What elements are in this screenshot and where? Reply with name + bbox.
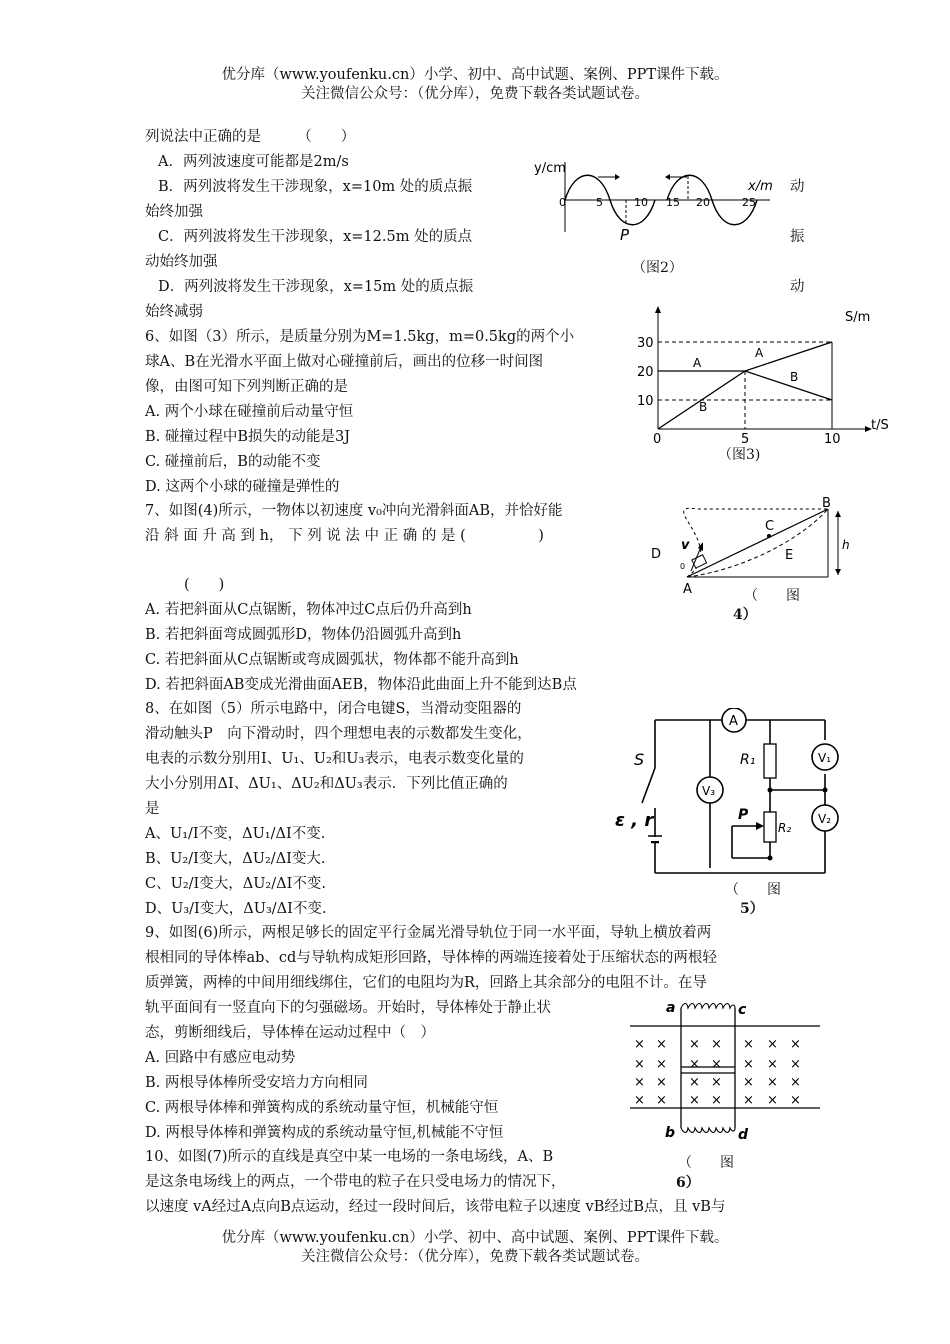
fig6-label-d: d <box>738 1127 749 1143</box>
q8-option-a: A、U₁/I不变，ΔU₁/ΔI不变. <box>145 826 326 842</box>
fig6-label-b: b <box>665 1125 676 1141</box>
q9-option-c: C. 两根导体棒和弹簧构成的系统动量守恒，机械能守恒 <box>145 1100 499 1116</box>
q9-option-a: A. 回路中有感应电动势 <box>145 1050 296 1066</box>
svg-text:×: × <box>743 1037 754 1052</box>
fig2-xlabel: x/m <box>748 179 773 194</box>
svg-text:×: × <box>689 1057 700 1072</box>
fig4-point-a: A <box>683 582 692 597</box>
footer-line-2: 关注微信公众号：（优分库），免费下载各类试题试卷。 <box>301 1249 649 1265</box>
fig2-ylabel: y/cm <box>534 161 566 176</box>
fig6-label-c: c <box>738 1002 747 1018</box>
q5-option-d: D．两列波将发生干涉现象，x=15m 处的质点振 <box>158 279 474 295</box>
fig3-xlabel: t/S <box>871 418 889 433</box>
svg-text:×: × <box>711 1075 722 1090</box>
q9-option-b: B. 两根导体棒所受安培力方向相同 <box>145 1075 368 1091</box>
q10-line-3: 以速度 vA经过A点向B点运动，经过一段时间后，该带电粒子以速度 vB经过B点，且 vB与 <box>145 1199 726 1215</box>
q5-option-c-end: 振 <box>790 229 805 245</box>
fig2-caption: （图2） <box>632 260 683 276</box>
fig6-caption-1: （ 图 <box>678 1155 734 1171</box>
q9-line-3: 质弹簧，两棒的中间用细线绑住，它们的电阻均为R，回路上其余部分的电阻不计。在导 <box>145 975 707 991</box>
fig4-point-b: B <box>822 497 831 511</box>
fig3-xtick-5: 5 <box>741 432 750 445</box>
q8-line-2: 滑动触头P 向下滑动时，四个理想电表的示数都发生变化， <box>145 726 532 742</box>
fig3-ytick-20: 20 <box>637 365 654 380</box>
q6-option-b: B. 碰撞过程中B损失的动能是3J <box>145 429 351 445</box>
fig4-point-e: E <box>785 548 794 563</box>
svg-text:×: × <box>743 1093 754 1108</box>
svg-text:×: × <box>656 1037 667 1052</box>
figure-5-circuit <box>610 708 850 878</box>
fig3-caption: （图3) <box>718 447 761 463</box>
q6-option-c: C. 碰撞前后，B的动能不变 <box>145 454 321 470</box>
svg-text:×: × <box>656 1093 667 1108</box>
svg-text:×: × <box>711 1057 722 1072</box>
q5-option-c-cont: 动始终加强 <box>145 254 218 270</box>
fig5-emf: ε , r <box>615 810 654 831</box>
header-line-2: 关注微信公众号：（优分库），免费下载各类试题试卷。 <box>301 86 649 102</box>
q5-option-b-cont: 始终加强 <box>145 204 203 220</box>
q7-line-3: ( ) <box>184 577 225 593</box>
fig3-ylabel: S/m <box>845 310 871 325</box>
svg-text:×: × <box>767 1057 778 1072</box>
svg-text:×: × <box>767 1075 778 1090</box>
svg-text:×: × <box>634 1093 645 1108</box>
q7-option-b: B. 若把斜面弯成圆弧形D，物体仍沿圆弧升高到h <box>145 627 462 643</box>
svg-text:×: × <box>790 1075 801 1090</box>
svg-text:×: × <box>656 1075 667 1090</box>
fig5-r2: R₂ <box>778 821 792 835</box>
q5-option-d-cont: 始终减弱 <box>145 304 203 320</box>
q7-option-a: A. 若把斜面从C点锯断，物体冲过C点后仍升高到h <box>145 602 472 618</box>
q5-option-c: C．两列波将发生干涉现象，x=12.5m 处的质点 <box>158 229 473 245</box>
svg-text:×: × <box>743 1057 754 1072</box>
q9-option-d: D. 两根导体棒和弹簧构成的系统动量守恒,机械能不守恒 <box>145 1125 504 1141</box>
q7-option-c: C. 若把斜面从C点锯断或弯成圆弧状，物体都不能升高到h <box>145 652 519 668</box>
fig5-voltmeter-v2: V₂ <box>818 812 832 826</box>
footer-line-1: 优分库（www.youfenku.cn）小学、初中、高中试题、案例、PPT课件下载。 <box>221 1230 729 1246</box>
q6-option-d: D. 这两个小球的碰撞是弹性的 <box>145 479 340 495</box>
q5-stem: 列说法中正确的是 （ ） <box>145 129 356 145</box>
q7-line-1: 7、如图(4)所示，一物体以初速度 v₀冲向光滑斜面AB，并恰好能 <box>145 503 563 519</box>
svg-text:×: × <box>790 1057 801 1072</box>
q8-option-b: B、U₂/I变大，ΔU₂/ΔI变大. <box>145 851 326 867</box>
q5-option-b: B．两列波将发生干涉现象，x=10m 处的质点振 <box>158 179 473 195</box>
fig6-label-a: a <box>666 1000 676 1016</box>
fig3-xtick-10: 10 <box>824 432 841 445</box>
fig2-tick-25: 25 <box>742 196 756 209</box>
fig3-label-b-after: B <box>790 370 799 384</box>
fig2-tick-0: 0 <box>559 196 566 209</box>
fig4-caption-1: （ 图 <box>744 588 800 604</box>
svg-text:×: × <box>790 1093 801 1108</box>
svg-text:×: × <box>711 1037 722 1052</box>
fig3-xtick-0: 0 <box>653 432 662 445</box>
q10-line-1: 10、如图(7)所示的直线是真空中某一电场的一条电场线，A、B <box>145 1149 554 1165</box>
figure-3-st-graph <box>635 305 905 445</box>
q8-line-5: 是 <box>145 801 160 817</box>
fig4-velocity-sub: 0 <box>680 562 686 571</box>
fig4-height-h: h <box>842 538 850 552</box>
q6-option-a: A. 两个小球在碰撞前后动量守恒 <box>145 404 354 420</box>
fig5-slider-p: P <box>738 807 749 823</box>
q9-line-4: 轨平面间有一竖直向下的匀强磁场。开始时，导体棒处于静止状 <box>145 1000 551 1016</box>
q9-line-2: 根相同的导体棒ab、cd与导轨构成矩形回路，导体棒的两端连接着处于压缩状态的两根轻 <box>145 950 717 966</box>
figure-6-rails <box>625 998 825 1145</box>
q8-option-d: D、U₃/I变大，ΔU₃/ΔI不变. <box>145 901 327 917</box>
fig3-ytick-10: 10 <box>637 394 654 409</box>
fig5-r1: R₁ <box>740 752 756 768</box>
q5-option-a: A．两列波速度可能都是2m/s <box>158 154 349 170</box>
q7-option-d: D. 若把斜面AB变成光滑曲面AEB，物体沿此曲面上升不能到达B点 <box>145 677 577 693</box>
header-line-1: 优分库（www.youfenku.cn）小学、初中、高中试题、案例、PPT课件下载。 <box>221 67 729 83</box>
q9-line-5: 态，剪断细线后，导体棒在运动过程中（ ） <box>145 1025 435 1041</box>
fig5-voltmeter-v3: V₃ <box>702 784 716 798</box>
svg-text:×: × <box>689 1075 700 1090</box>
svg-text:×: × <box>634 1057 645 1072</box>
fig5-switch-s: S <box>634 750 645 769</box>
svg-text:×: × <box>767 1037 778 1052</box>
fig3-label-a-after: A <box>755 346 764 360</box>
fig5-caption-2: 5） <box>740 901 764 917</box>
svg-text:×: × <box>634 1075 645 1090</box>
fig2-tick-15: 15 <box>666 196 680 209</box>
q5-option-b-end: 动 <box>790 179 805 195</box>
fig6-caption-2: 6） <box>676 1175 700 1191</box>
fig2-tick-5: 5 <box>596 196 603 209</box>
q7-line-2: 沿 斜 面 升 高 到 h， 下 列 说 法 中 正 确 的 是 ( ) <box>145 528 544 544</box>
q8-line-4: 大小分别用ΔI、ΔU₁、ΔU₂和ΔU₃表示．下列比值正确的 <box>145 776 508 792</box>
fig3-ytick-30: 30 <box>637 336 654 351</box>
fig2-tick-10: 10 <box>634 196 648 209</box>
figure-2-waves <box>530 152 780 252</box>
svg-text:×: × <box>634 1037 645 1052</box>
fig3-label-a-before: A <box>693 356 702 370</box>
q9-line-1: 9、如图(6)所示，两根足够长的固定平行金属光滑导轨位于同一水平面，导轨上横放着两 <box>145 925 712 941</box>
fig4-point-c: C <box>765 519 775 534</box>
fig2-point-p: P <box>620 226 630 244</box>
svg-text:×: × <box>689 1093 700 1108</box>
q5-option-d-end: 动 <box>790 279 805 295</box>
q6-line-3: 像，由图可知下列判断正确的是 <box>145 379 348 395</box>
svg-text:×: × <box>767 1093 778 1108</box>
fig5-ammeter-a: A <box>729 714 738 729</box>
fig5-voltmeter-v1: V₁ <box>818 751 832 765</box>
svg-text:×: × <box>743 1075 754 1090</box>
q8-option-c: C、U₂/I变大，ΔU₂/ΔI不变. <box>145 876 326 892</box>
q10-line-2: 是这条电场线上的两点，一个带电的粒子在只受电场力的情况下， <box>145 1174 566 1190</box>
svg-text:×: × <box>689 1037 700 1052</box>
q6-line-1: 6、如图（3）所示，是质量分别为M=1.5kg，m=0.5kg的两个小 <box>145 329 575 345</box>
q8-line-1: 8、在如图（5）所示电路中，闭合电键S，当滑动变阻器的 <box>145 701 522 717</box>
svg-text:×: × <box>656 1057 667 1072</box>
q8-line-3: 电表的示数分别用I、U₁、U₂和U₃表示，电表示数变化量的 <box>145 751 524 767</box>
fig2-tick-20: 20 <box>696 196 710 209</box>
svg-text:×: × <box>790 1037 801 1052</box>
fig5-caption-1: （ 图 <box>725 882 781 898</box>
fig4-caption-2: 4） <box>733 607 757 623</box>
fig3-label-b-before: B <box>699 400 708 414</box>
fig4-point-d: D <box>651 547 662 562</box>
svg-text:×: × <box>711 1093 722 1108</box>
fig4-velocity-v: v <box>681 538 690 553</box>
q6-line-2: 球A、B在光滑水平面上做对心碰撞前后，画出的位移一时间图 <box>145 354 544 370</box>
